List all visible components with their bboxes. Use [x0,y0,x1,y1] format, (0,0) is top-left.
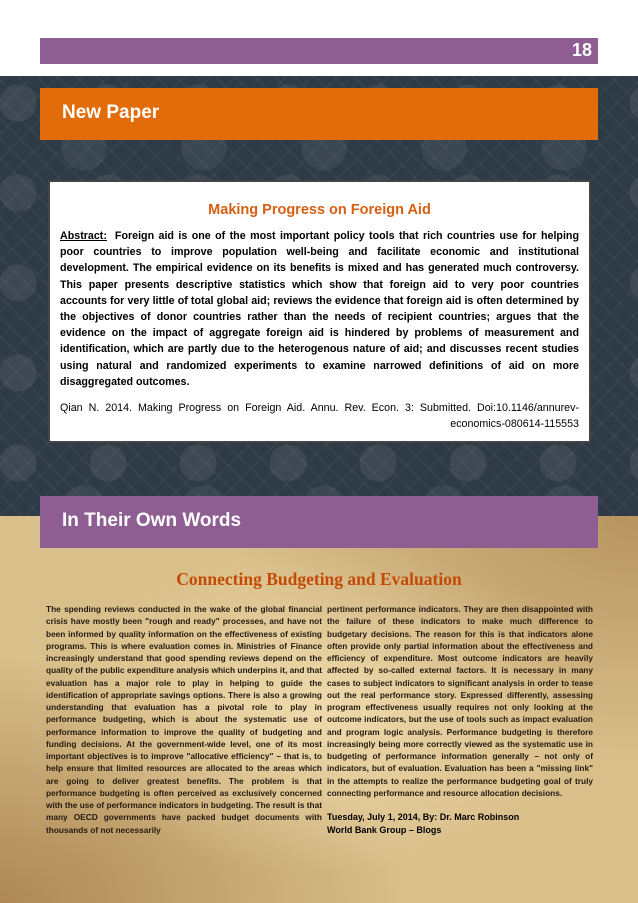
paper-citation: Qian N. 2014. Making Progress on Foreign Aid. Annu. Rev. Econ. 3: Submitted. Doi:10.1146/annurev-economics-080614-115553 [60,402,579,431]
byline-date-author: Tuesday, July 1, 2014, By: Dr. Marc Robinson [327,812,520,822]
page-header-bar [40,38,598,64]
byline-source: World Bank Group – Blogs [327,825,442,835]
paper-abstract [60,228,579,390]
section-title-new-paper: New Paper [62,102,160,123]
paper-title: Making Progress on Foreign Aid [208,202,431,218]
article-title: Connecting Budgeting and Evaluation [176,569,462,589]
new-paper-header [40,88,598,140]
article-text-left: The spending reviews conducted in the wake of the global financial crisis have mostly been "rough and ready" processes, and have not been informed by quality information on the effectiveness of existing programs. This is where evaluation comes in. Ministries of Finance increasingly understand that good spending reviews depend on the quality of the public expenditure analysis which underpins it, and that evaluation has a major role to play in helping to guide the identification of appropriate savings options. There is also a growing understanding that evaluation has a pivotal role to play in performance budgeting, which is about the systematic use of performance information to improve the quality of budgeting and funding decisions. At the government-wide level, one of its most important objectives is to improve "allocative efficiency" – that is, to help ensure that limited resources are allocated to the areas which are going to deliver greatest benefits. The problem is that performance budgeting is often perceived as exclusively concerned with the use of performance indicators in budgeting. The result is that many OECD governments have packed budget documents with thousands of not necessarily [46,604,322,835]
article-column-right [327,603,593,837]
section-title-own-words: In Their Own Words [62,510,242,531]
paper-abstract-box [48,180,591,443]
article-column-left [46,603,322,836]
abstract-label: Abstract: [60,230,107,242]
page-number: 18 [571,40,592,60]
own-words-header [40,496,598,548]
article-byline [327,811,593,837]
article-text-right: pertinent performance indicators. They are then disappointed with the failure of these indicators to make much difference to budgetary decisions. The reason for this is that indicators alone often provide only partial information about the effectiveness and efficiency of expenditure. Most outcome indicators are heavily affected by so-called external factors. It is necessary in many cases to subject indicators to significant analysis in order to tease out the real performance story. Expressed differently, assessing program effectiveness usually requires not only looking at the outcome indicators, but the use of tools such as impact evaluation and program logic analysis. Performance budgeting is therefore increasingly being more correctly viewed as the systematic use in budgeting of performance information generally – not only of indicators, but of evaluation. Evaluation has been a "missing link" in the attempts to realize the performance budgeting goal of truly connecting performance and resource allocation decisions. [327,604,593,798]
abstract-text: Foreign aid is one of the most important policy tools that rich countries use for helping poor countries to improve population well-being and facilitate economic and institutional development. The empirical evidence on its benefits is mixed and has generated much controversy. This paper presents descriptive statistics which show that foreign aid to very poor countries accounts for very little of total global aid; reviews the evidence that foreign aid is often determined by the objectives of donor countries rather than the needs of recipient countries; argues that the evidence on the impact of aggregate foreign aid is hindered by problems of measurement and identification, which are partly due to the heterogenous nature of aid; and discusses recent studies using natural and randomized experiments to examine narrowed definitions of aid on more disaggregated outcomes. [60,230,579,388]
